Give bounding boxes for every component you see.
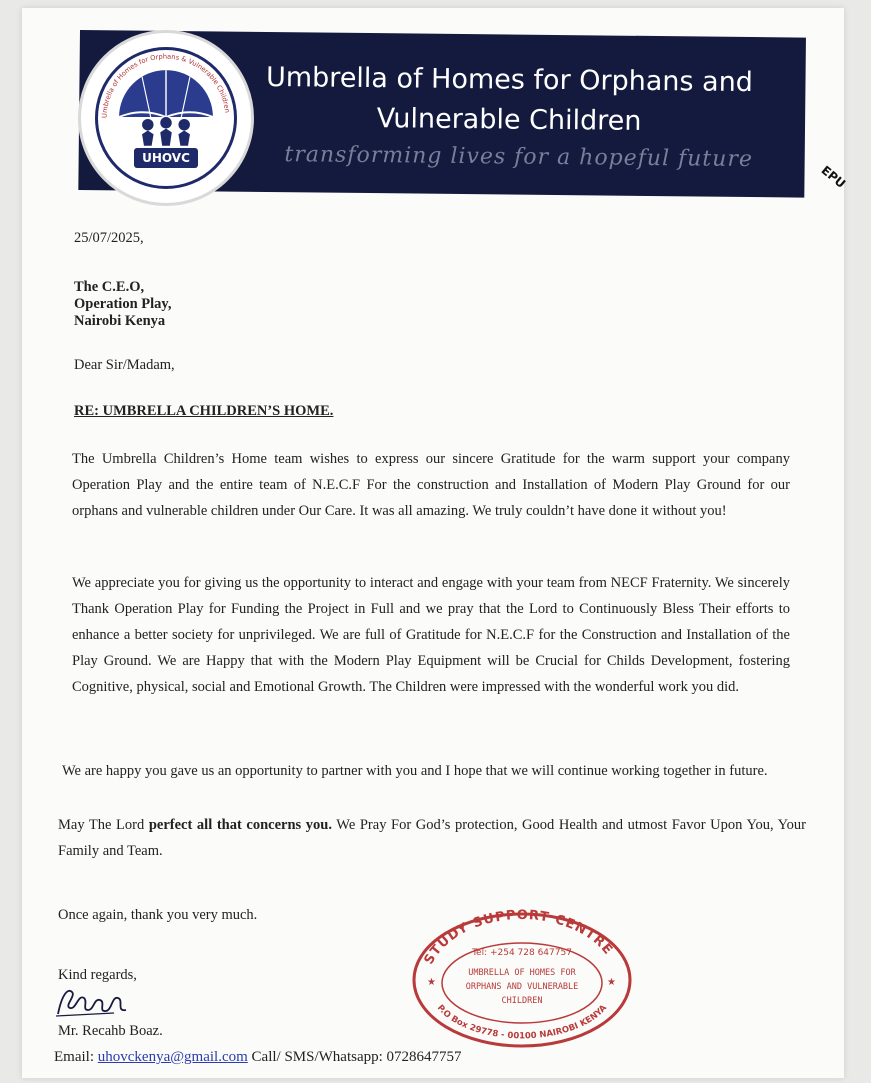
edge-text-fragment: EPU <box>818 163 849 191</box>
phone-label: Call/ SMS/Whatsapp: <box>247 1049 387 1065</box>
email-label: Email: <box>54 1049 98 1065</box>
salutation: Dear Sir/Madam, <box>74 357 175 373</box>
logo-ring-text: Umbrella of Homes for Orphans & Vulnerable Children <box>100 52 232 119</box>
contact-line <box>54 1044 462 1070</box>
body-paragraph: The Umbrella Children’s Home team wishes to express our sincere Gratitude for the warm support your company Operation Play and the entire team of N.E.C.F For the construction and Installation of Modern Play Ground for our orphans and vulnerable children under Our Care. It was all amazing. We truly couldn’t have done it without you! <box>72 451 790 519</box>
stamp-star-icon: ★ <box>607 977 616 988</box>
logo-acronym: UHOVC <box>134 148 198 168</box>
blessing-text: We Pray For God’s protection, Good Health and utmost Favor Upon You, Your Family and Team. <box>58 817 807 859</box>
blessing-emphasis: perfect all that concerns you. <box>148 817 332 833</box>
recipient-line: Operation Play, <box>74 296 172 312</box>
stamp-ring-text: STUDY SUPPORT CENTRE <box>421 907 616 968</box>
letter-date: 25/07/2025, <box>74 230 144 246</box>
organization-name <box>259 58 760 143</box>
body-paragraph <box>58 812 806 864</box>
closing: Kind regards, <box>58 967 137 983</box>
signer-name: Mr. Recahb Boaz. <box>58 1023 163 1039</box>
stamp-line: UMBRELLA OF HOMES FOR <box>468 968 576 978</box>
recipient-address <box>74 279 171 330</box>
blessing-text: May The Lord <box>58 817 149 833</box>
stamp-star-icon: ★ <box>427 977 436 988</box>
phone-number: 0728647757 <box>386 1049 462 1065</box>
handwritten-signature <box>54 984 134 1020</box>
stamp-line: CHILDREN <box>501 996 543 1006</box>
stamp-telephone: Tel: +254 728 647757 <box>472 948 572 958</box>
organization-name-line1: Umbrella of Homes for Orphans and <box>265 61 754 99</box>
email-link[interactable]: uhovckenya@gmail.com <box>97 1049 248 1065</box>
recipient-line: The C.E.O, <box>74 279 145 295</box>
organization-name-line2: Vulnerable Children <box>376 103 642 137</box>
body-paragraph: We are happy you gave us an opportunity to partner with you and I hope that we will continue working together in future. <box>62 763 768 779</box>
logo-emblem <box>95 47 237 189</box>
stamp-line: ORPHANS AND VULNERABLE <box>465 982 579 992</box>
recipient-line: Nairobi Kenya <box>74 313 166 329</box>
stamp-postal-box: P.O Box 29778 - 00100 NAIROBI KENYA <box>434 1003 610 1042</box>
official-stamp <box>407 905 637 1050</box>
organization-logo <box>78 30 254 206</box>
thanks-line: Once again, thank you very much. <box>58 907 258 923</box>
organization-tagline: transforming lives for a hopeful future <box>284 142 754 173</box>
svg-text:STUDY SUPPORT CENTRE <box>422 908 616 967</box>
subject-line: RE: UMBRELLA CHILDREN’S HOME. <box>74 403 334 419</box>
body-paragraph: We appreciate you for giving us the opportunity to interact and engage with your team from NECF Fraternity. We sincerely Thank Operation Play for Funding the Project in Full and we pray that the Lord to Continuously Bless Their efforts to enhance a better society for unprivileged. We are full of Gratitude for N.E.C.F for the Construction and Installation of the Play Ground. We are Happy that with the Modern Play Equipment will be Crucial for Childs Development, fostering Cognitive, physical, social and Emotional Growth. The Children were impressed with the wonderful work you did. <box>72 575 790 695</box>
